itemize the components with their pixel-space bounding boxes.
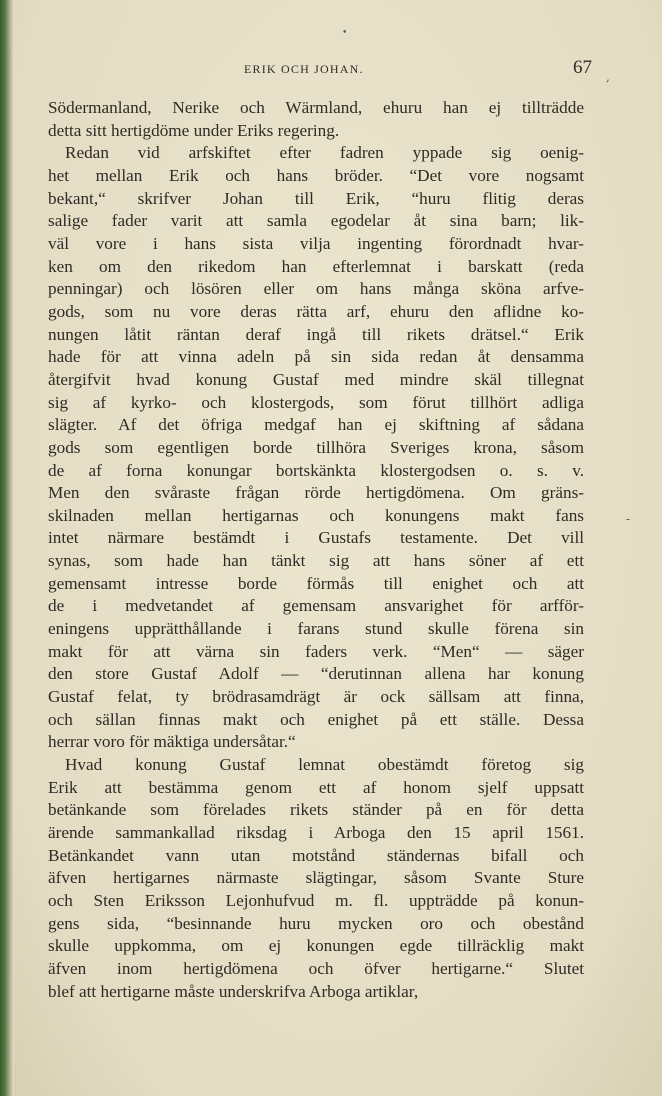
text-line: hade för att vinna adeln på sin sida redan åt densamma [48,347,584,367]
text-line: Betänkandet vann utan motstånd ständernas bifall och [48,845,584,865]
text-line: Redan vid arfskiftet efter fadren yppade sig oenig- [65,143,584,163]
book-spine-edge [0,0,14,1096]
text-line: salige fader varit att samla egodelar åt sina barn; lik- [48,211,584,231]
text-line: herrar voro för mäktiga undersåtar.“ [48,732,296,752]
text-line: het mellan Erik och hans bröder. “Det vore nogsamt [48,165,584,185]
body-text [48,97,584,1003]
text-line: gods, som nu vore deras rätta arf, ehuru den aflidne ko- [48,301,584,321]
text-line: de i medvetandet af gemensam ansvarighet för arfför- [48,596,584,616]
text-line: de af forna konungar bortskänkta klostergodsen o. s. v. [48,460,584,480]
text-line: och sällan finnas makt och enighet på ett ställe. Dessa [48,709,584,729]
text-line: återgifvit hvad konung Gustaf med mindre skäl tillegnat [48,369,584,389]
text-line: Södermanland, Nerike och Wärmland, ehuru han ej tillträdde [48,98,584,117]
text-line: nungen låtit räntan deraf ingå till rikets drätsel.“ Erik [48,324,584,344]
text-line: skilnaden mellan hertigarnas och konungens makt fans [48,505,584,525]
text-line: penningar) och lösören eller om hans många sköna arfve- [48,279,584,299]
text-line: ärende sammankallad riksdag i Arboga den 15 april 1561. [48,823,584,842]
text-line: väl vore i hans sista vilja ingenting förordnadt hvar- [48,233,584,253]
text-line: skulle uppkomma, om ej konungen egde tillräcklig makt [48,936,584,956]
text-line: gods som egentligen borde tillhöra Sveriges krona, såsom [48,437,584,457]
text-line: betänkande som förelades rikets ständer på en för detta [48,800,584,820]
text-line: äfven inom hertigdömena och öfver hertigarne.“ Slutet [48,958,584,978]
text-line: sig af kyrko- och klostergods, som förut tillhört adliga [48,392,584,412]
print-speck: • [342,28,348,38]
text-line: blef att hertigarne måste underskrifva Arboga artiklar, [48,981,419,1001]
text-line: intet närmare bestämdt i Gustafs testamente. Det vill [48,528,584,548]
margin-mark: , [606,70,610,84]
margin-mark: - [626,512,631,526]
text-line: bekant,“ skrifver Johan till Erik, “huru flitig deras [48,188,584,208]
text-line: Erik att bestämma genom ett af honom sjelf uppsatt [48,777,584,797]
running-head: ERIK OCH JOHAN. [244,62,364,76]
page-header [48,57,592,82]
text-line: slägter. Af det öfriga medgaf han ej skiftning af sådana [48,415,584,435]
text-line: Men den svåraste frågan rörde hertigdömena. Om gräns- [48,483,584,503]
text-line: gens sida, “besinnande huru mycken oro och obestånd [48,913,584,933]
text-line: Gustaf felat, ty brödrasamdrägt är ock sällsam att finna, [48,687,584,707]
book-page [14,0,662,1096]
text-line: gemensamt intresse borde förmås till enighet och att [48,573,584,593]
text-line: ken om den rikedom han efterlemnat i barskatt (reda [48,256,584,276]
text-line: äfven hertigarnes närmaste slägtingar, såsom Svante Sture [48,868,584,888]
page-number: 67 [573,57,592,78]
text-line: Hvad konung Gustaf lemnat obestämdt företog sig [65,755,584,775]
text-line: eningens upprätthållande i farans stund skulle förena sin [48,619,584,639]
text-line: makt för att värna sin faders verk. “Men“ — säger [48,641,584,661]
text-line: och Sten Eriksson Lejonhufvud m. fl. uppträdde på konun- [48,890,584,910]
text-line: synas, som hade han tänkt sig att hans söner af ett [48,551,584,571]
text-line: detta sitt hertigdöme under Eriks regering. [48,120,340,140]
text-line: den store Gustaf Adolf — “derutinnan allena har konung [48,664,584,684]
